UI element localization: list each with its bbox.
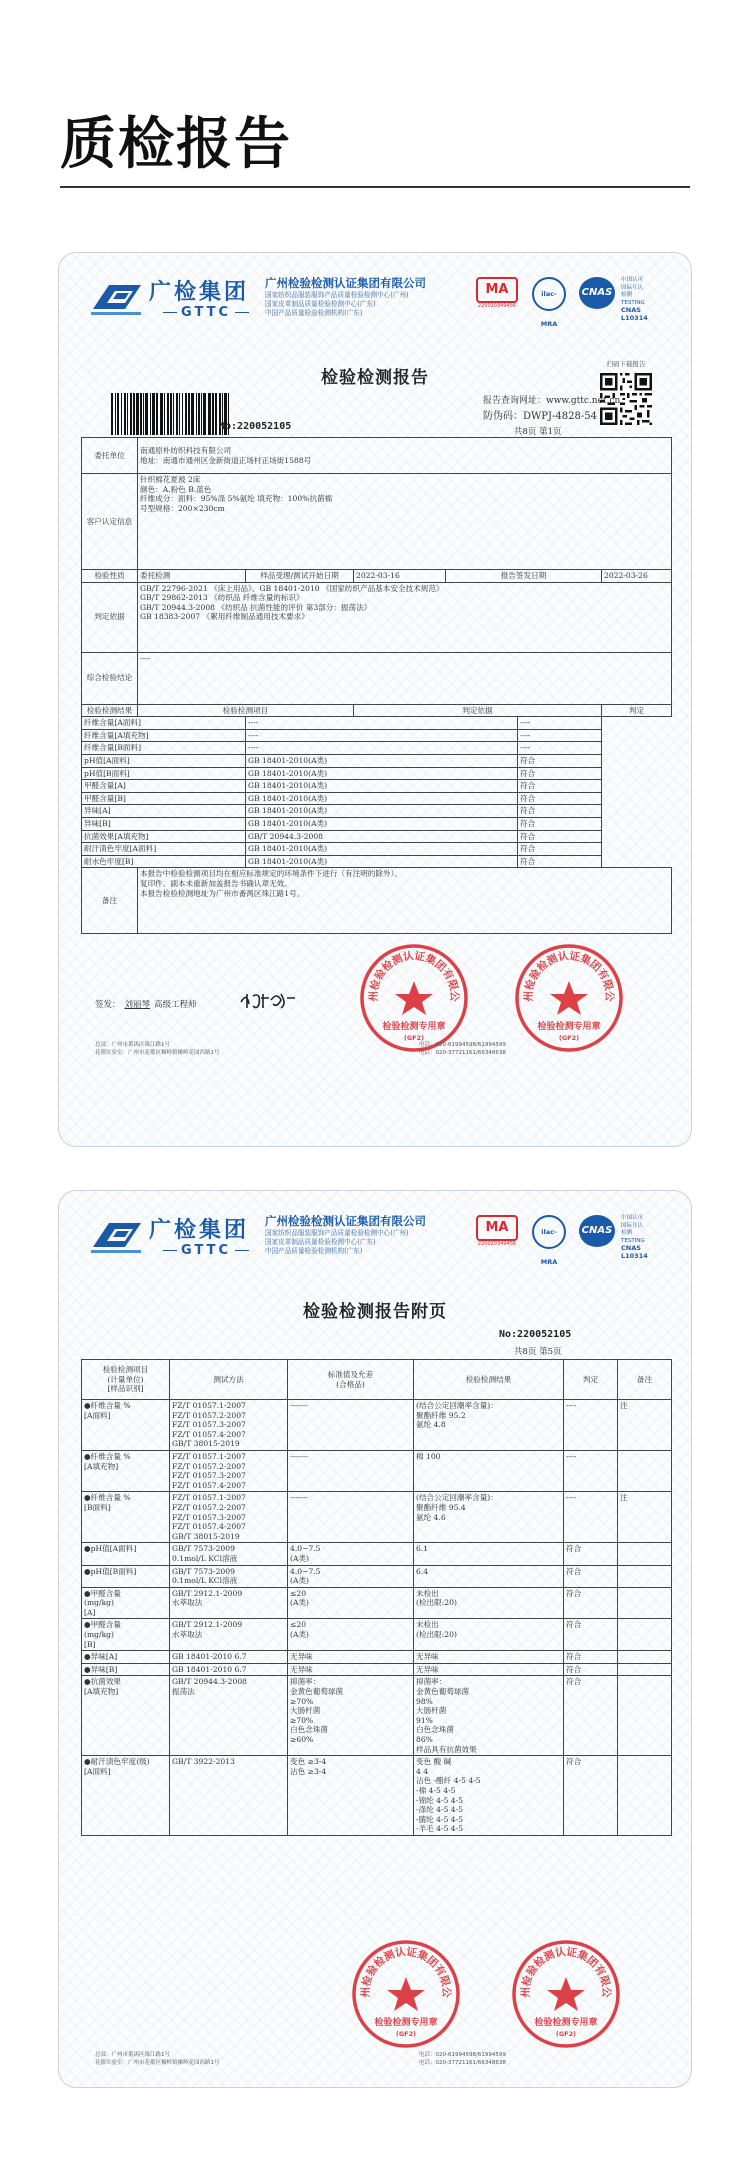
appendix-standard: ≤20 (A类) (288, 1619, 414, 1651)
svg-text:广州检验检测认证集团有限公司: 州检验检测认证集团有限公 (519, 1946, 613, 1998)
barcode-bar (111, 393, 113, 435)
svg-text:检验检测专用章: 检验检测专用章 (382, 1022, 446, 1032)
appendix-method: FZ/T 01057.1-2007 FZ/T 01057.2-2007 FZ/T 01057.3-2007 FZ/T 01057.4-2007 (170, 1450, 288, 1491)
report-number: No:220052105 (219, 421, 292, 432)
footer-line: 总部：广州市番禺区珠江路1号 (95, 1042, 171, 1048)
appendix-result: 6.4 (414, 1565, 564, 1587)
results-label: 检验检测结果 (82, 704, 138, 717)
barcode-bar (201, 393, 202, 435)
basis-text: GB/T 22796-2021 《床上用品》、GB 18401-2010 《国家纺织产品基本安全技术规范》 GB/T 29862-2013 《纺织品 纤维含量的标识》 GB/T 20944.3-2008 《纺织品 抗菌性能的评价 第3部分：振荡法》 GB 18383-2007 《絮用纤维制品通用技术要求》 (138, 582, 672, 652)
page-title: 质检报告 (60, 112, 292, 177)
result-basis: GB/T 20944.3-2008 (246, 830, 518, 843)
appendix-row (82, 1756, 672, 1836)
barcode-icon (111, 393, 231, 435)
appendix-row (82, 1619, 672, 1651)
result-basis: GB 18401-2010(A类) (246, 843, 518, 856)
group-sub-line: 国家皮革制品质量检验检测中心(广东) (265, 1238, 376, 1246)
conclusion-label: 综合检验结论 (82, 652, 138, 704)
report-title: 检验检测报告 (321, 368, 429, 388)
barcode-bar (115, 393, 116, 435)
result-item: 异味[B] (82, 817, 246, 830)
appendix-result: (结合公定回潮率含量)： 聚酯纤维 95.4 氨纶 4.6 (414, 1492, 564, 1543)
qr-label: 扫码下载报告 (606, 360, 646, 368)
barcode-bar (215, 393, 217, 435)
stamp-icon (511, 1939, 621, 2049)
result-item: 纤维含量[A填充物] (82, 729, 246, 742)
sample-label: 客户认定信息 (82, 474, 138, 570)
appendix-remark (618, 1676, 672, 1756)
cnas-text (621, 1215, 669, 1260)
barcode-bar (212, 393, 214, 435)
result-verdict: 符合 (518, 780, 602, 793)
appendix-row (82, 1543, 672, 1565)
appendix-row (82, 1400, 672, 1451)
ilac-icon: ilac-MRA (532, 277, 566, 311)
report-title: 检验检测报告附页 (303, 1302, 447, 1322)
footer-line: 总部：广州市番禺区珠江路1号 (95, 2052, 171, 2058)
appendix-standard: 无异味 (288, 1663, 414, 1676)
result-verdict: 符合 (518, 843, 602, 856)
report-number: No:220052105 (499, 1329, 572, 1340)
appendix-remark (618, 1663, 672, 1676)
issue-date: 2022-03-26 (602, 570, 672, 583)
official-stamp (359, 943, 469, 1053)
basis-label: 判定依据 (82, 582, 138, 652)
group-info (265, 1213, 426, 1256)
brand-name: 广检集团 (149, 1218, 250, 1243)
appendix-method: GB/T 7573-2009 0.1mol/L KCl溶液 (170, 1565, 288, 1587)
cnas-line: 国际互认 (621, 1222, 644, 1229)
results-header-basis: 判定依据 (354, 704, 602, 717)
client-address: 地址：南通市通州区金新街道正场村正场街1588号 (140, 455, 312, 465)
cma-number: 220020349456 (477, 303, 517, 309)
appendix-verdict: 符合 (564, 1663, 618, 1676)
barcode-bar (124, 393, 126, 435)
result-item: pH值[A面料] (82, 754, 246, 767)
svg-text:(GF2): (GF2) (395, 2030, 417, 2038)
cma-mark (474, 277, 520, 313)
appendix-standard: 4.0~7.5 (A类) (288, 1565, 414, 1587)
ilac-mark (529, 277, 569, 328)
appendix-result: 未检出 (检出限:20) (414, 1619, 564, 1651)
footer-line: 花都实验室：广州市花都区狮岭镇狮岭花园西路1号 (95, 1050, 220, 1056)
conclusion-text: ---- (138, 652, 672, 704)
result-basis: GB 18401-2010(A类) (246, 805, 518, 818)
nature-label: 检验性质 (82, 570, 138, 583)
appendix-remark (618, 1565, 672, 1587)
remark-label: 备注 (82, 868, 138, 934)
appendix-verdict: 符合 (564, 1756, 618, 1836)
barcode-bar (150, 393, 151, 435)
barcode-bar (185, 393, 187, 435)
stamp-icon (351, 1939, 461, 2049)
report-main-table (81, 437, 672, 934)
barcode-bar (164, 393, 165, 435)
barcode-bar (145, 393, 148, 435)
appendix-item: ●耐汗渍色牢度(级) [A面料] (82, 1756, 170, 1836)
result-item: 耐水色牢度[B] (82, 855, 246, 868)
result-item: 纤维含量[B面料] (82, 742, 246, 755)
result-verdict: 符合 (518, 817, 602, 830)
barcode-bar (136, 393, 139, 435)
result-verdict: ---- (518, 742, 602, 755)
barcode-bar (143, 393, 144, 435)
appendix-remark (618, 1587, 672, 1619)
col-header-verdict: 判定 (564, 1360, 618, 1400)
appendix-result: (结合公定回潮率含量)： 聚酯纤维 95.2 氨纶 4.8 (414, 1400, 564, 1451)
result-basis: ---- (246, 717, 518, 730)
barcode-bar (188, 393, 190, 435)
appendix-item: ●纤维含量 % [B面料] (82, 1492, 170, 1543)
svg-text:(GF2): (GF2) (558, 1034, 580, 1042)
barcode-bar (121, 393, 122, 435)
result-row (82, 754, 672, 767)
svg-text:检验检测专用章: 检验检测专用章 (534, 2018, 598, 2028)
result-verdict: 符合 (518, 805, 602, 818)
nature-value: 委托检测 (138, 570, 246, 583)
col-header-standard: 标准值及允差 (合格品) (288, 1360, 414, 1400)
appendix-standard: ------- (288, 1400, 414, 1451)
appendix-remark (618, 1543, 672, 1565)
barcode-bar (130, 393, 132, 435)
group-info (265, 275, 426, 318)
result-basis: GB 18401-2010(A类) (246, 817, 518, 830)
svg-text:(GF2): (GF2) (403, 1034, 425, 1042)
appendix-result: 抑菌率： 金黄色葡萄球菌 98% 大肠杆菌 91% 白色念珠菌 86% 样品具有抗菌效果 (414, 1676, 564, 1756)
appendix-standard: 变色 ≥3-4 沾色 ≥3-4 (288, 1756, 414, 1836)
appendix-verdict: ---- (564, 1492, 618, 1543)
result-row (82, 817, 672, 830)
ilac-mark (529, 1215, 569, 1266)
appendix-result: 棉 100 (414, 1450, 564, 1491)
appendix-result: 未检出 (检出限:20) (414, 1587, 564, 1619)
result-item: 甲醛含量[B] (82, 792, 246, 805)
test-report-page-1 (58, 252, 692, 1147)
result-item: 甲醛含量[A] (82, 780, 246, 793)
result-basis: GB 18401-2010(A类) (246, 855, 518, 868)
brand-en: GTTC (159, 1243, 253, 1258)
barcode-bar (191, 393, 194, 435)
page-indicator: 共8页 第1页 (514, 427, 562, 437)
result-row (82, 855, 672, 868)
appendix-standard: ------- (288, 1450, 414, 1491)
svg-text:广州检验检测认证集团有限公司: 州检验检测认证集团有限公 (522, 950, 616, 1002)
appendix-row (82, 1565, 672, 1587)
barcode-bar (203, 393, 206, 435)
signer-label: 签发： (95, 1000, 121, 1010)
result-row (82, 729, 672, 742)
appendix-item: ●纤维含量 % [A填充物] (82, 1450, 170, 1491)
appendix-item: ●异味[B] (82, 1663, 170, 1676)
result-verdict: 符合 (518, 792, 602, 805)
official-stamp (511, 1939, 621, 2049)
footer-line: 电话：020-61994598/61994599 (419, 2052, 506, 2058)
results-header-verdict: 判定 (602, 704, 672, 717)
appendix-verdict: 符合 (564, 1543, 618, 1565)
signer-name: 刘丽琴 (124, 1000, 151, 1010)
appendix-table (81, 1359, 672, 1836)
footer-line: 电话：020-61994598/61994599 (419, 1042, 506, 1048)
cnas-mark (577, 277, 617, 313)
cnas-icon: CNAS (579, 277, 615, 309)
appendix-standard: ≤20 (A类) (288, 1587, 414, 1619)
appendix-method: FZ/T 01057.1-2007 FZ/T 01057.2-2007 FZ/T 01057.3-2007 FZ/T 01057.4-2007 GB/T 38015-2019 (170, 1492, 288, 1543)
result-item: 异味[A] (82, 805, 246, 818)
result-item: 纤维含量[A面料] (82, 717, 246, 730)
footer-address (95, 1041, 220, 1057)
barcode-bar (196, 393, 197, 435)
result-basis: GB 18401-2010(A类) (246, 792, 518, 805)
barcode-bar (156, 393, 158, 435)
brand-name: 广检集团 (149, 280, 250, 305)
col-header-method: 测试方法 (170, 1360, 288, 1400)
appendix-verdict: 符合 (564, 1619, 618, 1651)
result-verdict: ---- (518, 717, 602, 730)
barcode-bar (160, 393, 163, 435)
group-sub-line: 国家纺织品服装服饰产品质量检验检测中心(广州) (265, 1229, 409, 1237)
result-row (82, 780, 672, 793)
svg-text:广州检验检测认证集团有限公司: 州检验检测认证集团有限公 (367, 950, 461, 1002)
result-row (82, 830, 672, 843)
stamp-icon (359, 943, 469, 1053)
appendix-verdict: ---- (564, 1450, 618, 1491)
cnas-line: TESTING (621, 1237, 645, 1244)
cnas-mark (577, 1215, 617, 1251)
barcode-bar (152, 393, 155, 435)
svg-text:检验检测专用章: 检验检测专用章 (537, 1022, 601, 1032)
group-sub-line: 国家纺织品服装服饰产品质量检验检测中心(广州) (265, 291, 409, 299)
barcode-bar (127, 393, 128, 435)
appendix-method: GB/T 20944.3-2008 振荡法 (170, 1676, 288, 1756)
cnas-text (621, 277, 669, 322)
appendix-method: GB/T 3922-2013 (170, 1756, 288, 1836)
brand-en: GTTC (159, 305, 253, 320)
col-header-item: 检验检测项目 (计量单位) [样品识别] (82, 1360, 170, 1400)
appendix-verdict: 符合 (564, 1651, 618, 1664)
appendix-item: ●pH值[A面料] (82, 1543, 170, 1565)
footer-phone (419, 1041, 506, 1057)
result-item: pH值[B面料] (82, 767, 246, 780)
footer-phone (419, 2051, 506, 2067)
group-sub-line: 中国产品质量检验检测机构(广东) (265, 1247, 363, 1255)
appendix-verdict: 符合 (564, 1587, 618, 1619)
appendix-remark (618, 1619, 672, 1651)
barcode-bar (173, 393, 174, 435)
report-header (89, 1213, 669, 1275)
gttc-logo-icon (89, 1217, 145, 1257)
result-verdict: 符合 (518, 830, 602, 843)
result-verdict: ---- (518, 729, 602, 742)
result-basis: GB 18401-2010(A类) (246, 754, 518, 767)
cnas-line: 检测 (621, 1230, 633, 1236)
result-row (82, 717, 672, 730)
col-header-remark: 备注 (618, 1360, 672, 1400)
appendix-method: GB/T 7573-2009 0.1mol/L KCl溶液 (170, 1543, 288, 1565)
appendix-standard: ------- (288, 1492, 414, 1543)
appendix-row (82, 1663, 672, 1676)
appendix-verdict: ---- (564, 1400, 618, 1451)
page-indicator: 共8页 第5页 (514, 1347, 562, 1357)
result-row (82, 843, 672, 856)
group-sub-line: 国家皮革制品质量检验检测中心(广东) (265, 300, 376, 308)
result-item: 抗菌效果[A填充物] (82, 830, 246, 843)
result-item: 耐汗渍色牢度[A面料] (82, 843, 246, 856)
appendix-method: GB 18401-2010 6.7 (170, 1663, 288, 1676)
barcode-bar (140, 393, 142, 435)
appendix-remark: 注 (618, 1400, 672, 1451)
appendix-remark (618, 1756, 672, 1836)
svg-text:检验检测专用章: 检验检测专用章 (374, 2018, 438, 2028)
cma-icon: MA (476, 1215, 518, 1241)
result-row (82, 792, 672, 805)
result-basis: ---- (246, 742, 518, 755)
appendix-standard: 无异味 (288, 1651, 414, 1664)
appendix-result: 无异味 (414, 1651, 564, 1664)
barcode-bar (198, 393, 200, 435)
cnas-icon: CNAS (579, 1215, 615, 1247)
appendix-item: ●异味[A] (82, 1651, 170, 1664)
appendix-item: ●纤维含量 % [A面料] (82, 1400, 170, 1451)
ilac-icon: ilac-MRA (532, 1215, 566, 1249)
handwritten-signature (237, 988, 297, 1012)
appendix-standard: 抑菌率： 金黄色葡萄球菌 ≥70% 大肠杆菌 ≥70% 白色念珠菌 ≥60% (288, 1676, 414, 1756)
anti-counterfeit-code: 防伪码：DWPJ-4828-54 (483, 411, 597, 422)
footer-line: 花都实验室：广州市花都区狮岭镇狮岭花园西路1号 (95, 2060, 220, 2066)
results-header-item: 检验检测项目 (138, 704, 354, 717)
barcode-bar (208, 393, 211, 435)
appendix-item: ●pH值[B面料] (82, 1565, 170, 1587)
result-verdict: 符合 (518, 767, 602, 780)
result-basis: GB 18401-2010(A类) (246, 767, 518, 780)
barcode-bar (176, 393, 178, 435)
sample-info: 针织棉花夏被 2床 颜色：A.粉色 B.蓝色 纤维成分：面料：95%涤 5%氨纶 填充物：100%抗菌棉 号型规格：200×230cm (138, 474, 672, 570)
appendix-method: GB/T 2912.1-2009 水萃取法 (170, 1619, 288, 1651)
footer-line: 电话：020-37721161/66348638 (419, 1050, 506, 1056)
client-label: 委托单位 (82, 438, 138, 474)
barcode-bar (167, 393, 169, 435)
appendix-remark: 注 (618, 1492, 672, 1543)
barcode-bar (170, 393, 172, 435)
appendix-method: GB 18401-2010 6.7 (170, 1651, 288, 1664)
appendix-remark (618, 1450, 672, 1491)
appendix-method: GB/T 2912.1-2009 水萃取法 (170, 1587, 288, 1619)
result-row (82, 805, 672, 818)
cma-mark (474, 1215, 520, 1251)
appendix-row (82, 1450, 672, 1491)
title-divider (60, 186, 690, 188)
footer-address (95, 2051, 220, 2067)
footer-line: 电话：020-37721161/66348638 (419, 2060, 506, 2066)
remark-text: 本报告中检验检测项目均在相应标准规定的环境条件下进行（有注明的除外）。 复印件、副本未重新加盖报告书确认章无效。 本报告检验检测地址为广州市番禺区珠江路1号。 (138, 868, 672, 934)
query-url: 报告查询网址：www.gttc.net.cn (483, 396, 621, 406)
receive-date-label: 样品受理/测试开始日期 (246, 570, 354, 583)
issue-date-label: 报告签发日期 (446, 570, 602, 583)
receive-date: 2022-03-16 (354, 570, 446, 583)
appendix-row (82, 1651, 672, 1664)
appendix-item: ●甲醛含量 (mg/kg) [A] (82, 1587, 170, 1619)
appendix-result: 变色 酸 碱 4 4 沾色 -醋纤 4-5 4-5 -棉 4-5 4-5 -锦纶 4-5 4-5 -涤纶 4-5 4-5 -腈纶 4-5 4-5 -羊毛 4-5 4-5 (414, 1756, 564, 1836)
official-stamp (351, 1939, 461, 2049)
appendix-result: 6.1 (414, 1543, 564, 1565)
barcode-bar (182, 393, 183, 435)
signer-title: 高级工程师 (154, 1000, 197, 1010)
cma-number: 220020349456 (477, 1241, 517, 1247)
barcode-bar (117, 393, 119, 435)
col-header-result: 检验检测结果 (414, 1360, 564, 1400)
report-header (89, 275, 669, 337)
appendix-standard: 4.0~7.5 (A类) (288, 1543, 414, 1565)
barcode-bar (179, 393, 180, 435)
appendix-row (82, 1676, 672, 1756)
result-row (82, 742, 672, 755)
test-report-page-5 (58, 1190, 692, 2088)
cnas-line: 检测 (621, 292, 633, 298)
appendix-row (82, 1587, 672, 1619)
cnas-line: 中国认可 (621, 1215, 644, 1221)
appendix-row (82, 1492, 672, 1543)
client-cell (138, 438, 672, 474)
signature-line (95, 998, 197, 1010)
group-sub-line: 中国产品质量检验检测机构(广东) (265, 309, 363, 317)
group-name: 广州检验检测认证集团有限公司 (265, 1214, 426, 1228)
stamp-icon (514, 943, 624, 1053)
appendix-item: ●抗菌效果 [A填充物] (82, 1676, 170, 1756)
result-verdict: 符合 (518, 754, 602, 767)
appendix-method: FZ/T 01057.1-2007 FZ/T 01057.2-2007 FZ/T 01057.3-2007 FZ/T 01057.4-2007 GB/T 38015-2019 (170, 1400, 288, 1451)
appendix-item: ●甲醛含量 (mg/kg) [B] (82, 1619, 170, 1651)
cnas-number: CNAS L10314 (621, 306, 648, 322)
cnas-number: CNAS L10314 (621, 1244, 648, 1260)
cnas-line: 国际互认 (621, 284, 644, 291)
svg-text:(GF2): (GF2) (555, 2030, 577, 2038)
svg-text:广州检验检测认证集团有限公司: 州检验检测认证集团有限公 (359, 1946, 453, 1998)
result-verdict: 符合 (518, 855, 602, 868)
result-basis: ---- (246, 729, 518, 742)
official-stamp (514, 943, 624, 1053)
cma-icon: MA (476, 277, 518, 303)
appendix-verdict: 符合 (564, 1565, 618, 1587)
appendix-verdict: 符合 (564, 1676, 618, 1756)
result-basis: GB 18401-2010(A类) (246, 780, 518, 793)
appendix-result: 无异味 (414, 1663, 564, 1676)
group-name: 广州检验检测认证集团有限公司 (265, 276, 426, 290)
result-row (82, 767, 672, 780)
barcode-bar (133, 393, 135, 435)
cnas-line: 中国认可 (621, 277, 644, 283)
gttc-logo-icon (89, 279, 145, 319)
client-name: 南通原朴纺织科技有限公司 (140, 445, 232, 455)
appendix-remark (618, 1651, 672, 1664)
cnas-line: TESTING (621, 299, 645, 306)
